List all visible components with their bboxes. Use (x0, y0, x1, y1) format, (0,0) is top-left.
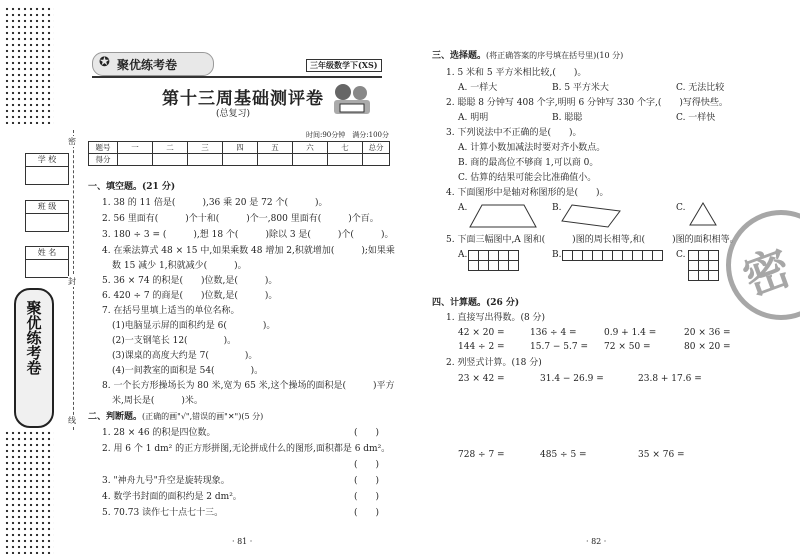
score-header-cell: 二 (153, 142, 188, 154)
vertical-calc-item[interactable]: 728 ÷ 7 = (458, 450, 505, 460)
choice-q3-opt-c[interactable]: C. 估算的结果可能会比准确值小。 (458, 173, 597, 183)
vertical-calc-item[interactable]: 23.8 + 17.6 = (638, 374, 702, 384)
fill-blank-q8-cont: 米,周长是( )米。 (112, 396, 203, 406)
fill-blank-q5: 5. 36 × 74 的积是( )位数,是( )。 (102, 276, 278, 286)
section4-heading: 四、计算题。(26 分) (432, 298, 520, 308)
fill-blank-q7-3: (3)课桌的高度大约是 7( )。 (112, 351, 258, 361)
score-header-cell: 一 (118, 142, 153, 154)
confidential-stamp (726, 210, 800, 320)
fill-blank-q6: 6. 420 ÷ 7 的商是( )位数,是( )。 (102, 291, 278, 301)
score-cell[interactable] (363, 154, 390, 166)
judge-q1: 1. 28 × 46 的积是四位数。 (102, 428, 216, 438)
trapezoid-shape (468, 203, 538, 229)
class-label: 班 级 (26, 201, 68, 214)
oral-calc-item[interactable]: 144 ÷ 2 = (458, 342, 505, 352)
choice-q3-opt-a[interactable]: A. 计算小数加减法时要对齐小数点。 (458, 143, 606, 153)
brand-side-logo (14, 288, 54, 428)
score-cell[interactable] (188, 154, 223, 166)
choice-q3: 3. 下列说法中不正确的是( )。 (446, 128, 582, 138)
seal-mark-feng: 封 (68, 277, 76, 286)
page-title: 第十三周基础测评卷 (162, 89, 324, 109)
section3-heading: 三、选择题。 (432, 51, 487, 61)
fill-blank-q7: 7. 在括号里填上适当的单位名称。 (102, 306, 240, 316)
dot-pattern-top (4, 6, 54, 124)
brand-logo (92, 52, 214, 76)
grade-tag: 三年级数学下(XS) (306, 59, 382, 72)
class-box[interactable] (25, 200, 69, 232)
judge-q4-bracket[interactable]: ( ) (354, 492, 380, 502)
section2-heading-row (88, 411, 263, 423)
choice-q1-opt-b[interactable]: B. 5 平方米大 (552, 83, 609, 93)
score-header-cell: 三 (188, 142, 223, 154)
choice-q1-opt-a[interactable]: A. 一样大 (458, 83, 498, 93)
fill-blank-q7-4: (4)一间教室的面积是 54( )。 (112, 366, 264, 376)
section2-heading: 二、判断题。 (88, 412, 143, 422)
choice-q2-opt-b[interactable]: B. 聪聪 (552, 113, 583, 123)
score-table (88, 141, 390, 166)
school-label: 学 校 (26, 154, 68, 167)
judge-q5: 5. 70.73 读作七十点七十三。 (102, 508, 224, 518)
choice-q4-label-b[interactable]: B. (552, 203, 562, 213)
oral-calc-item[interactable]: 42 × 20 = (458, 328, 505, 338)
judge-q5-bracket[interactable]: ( ) (354, 508, 380, 518)
choice-q2-opt-a[interactable]: A. 明明 (458, 113, 489, 123)
oral-calc-item[interactable]: 15.7 − 5.7 = (530, 342, 589, 352)
fill-blank-q3: 3. 180 ÷ 3 = ( ),想 18 个( )除以 3 是( )个( )。 (102, 230, 394, 240)
judge-q4: 4. 数学书封面的面积约是 2 dm²。 (102, 492, 242, 502)
score-header-cell: 题号 (89, 142, 118, 154)
fill-blank-q4-cont: 数 15 减少 1,积就减少( )。 (112, 261, 247, 271)
name-label: 姓 名 (26, 247, 68, 260)
score-table-header (89, 142, 390, 154)
brand-side-text: 聚优练考卷 (24, 300, 43, 375)
section1-heading: 一、填空题。(21 分) (88, 182, 176, 192)
header-banner (92, 52, 382, 134)
vertical-calc-item[interactable]: 35 × 76 = (638, 450, 685, 460)
vertical-calc-item[interactable]: 31.4 − 26.9 = (540, 374, 604, 384)
trophy-icon: ✪ (99, 55, 110, 70)
score-cell[interactable] (223, 154, 258, 166)
oral-calc-item[interactable]: 136 ÷ 4 = (530, 328, 577, 338)
fill-blank-q4: 4. 在乘法算式 48 × 15 中,如果乘数 48 增加 2,积就增加( );如果乘 (102, 246, 395, 256)
fill-blank-q2: 2. 56 里面有( )个十和( )个一,800 里面有( )个百。 (102, 214, 379, 224)
score-table-row (89, 154, 390, 166)
judge-q2-bracket[interactable]: ( ) (354, 460, 380, 470)
choice-q2: 2. 聪聪 8 分钟写 408 个字,明明 6 分钟写 330 个字,( )写得快些。 (446, 98, 728, 108)
fill-blank-q1: 1. 38 的 11 倍是( ),36 乘 20 是 72 个( )。 (102, 198, 328, 208)
choice-q4-label-c[interactable]: C. (676, 203, 686, 213)
grid-figure-c (688, 250, 719, 281)
choice-q2-opt-c[interactable]: C. 一样快 (676, 113, 716, 123)
judge-q3-bracket[interactable]: ( ) (354, 476, 380, 486)
school-box[interactable] (25, 153, 69, 185)
grid-figure-a (468, 250, 519, 271)
score-header-cell: 六 (293, 142, 328, 154)
score-row-label: 得分 (89, 154, 118, 166)
choice-q5-label-b[interactable]: B. (552, 250, 562, 260)
confidential-stamp-text: 密 (736, 239, 798, 307)
page-number-left: · 81 · (232, 537, 253, 546)
page-subtitle: (总复习) (216, 109, 251, 119)
score-cell[interactable] (293, 154, 328, 166)
fill-blank-q7-1: (1)电脑显示屏的面积约是 6( )。 (112, 321, 276, 331)
reading-kids-icon (328, 80, 376, 120)
name-box[interactable] (25, 246, 69, 278)
score-header-cell: 五 (258, 142, 293, 154)
section3-note: (将正确答案的序号填在括号里)(10 分) (486, 51, 624, 60)
seal-mark-xian: 线 (68, 416, 76, 425)
judge-q3: 3. "神舟九号"升空是旋转现象。 (102, 476, 230, 486)
choice-q5: 5. 下面三幅图中,A 图和( )图的周长相等,和( )图的面积相等。 (446, 235, 739, 245)
score-cell[interactable] (258, 154, 293, 166)
choice-q4-label-a[interactable]: A. (458, 203, 468, 213)
vertical-calc-item[interactable]: 485 ÷ 5 = (540, 450, 587, 460)
oral-calc-item[interactable]: 0.9 + 1.4 = (604, 328, 657, 338)
seal-mark-mi: 密 (68, 137, 76, 146)
fill-blank-q7-2: (2)一支钢笔长 12( )。 (112, 336, 237, 346)
score-cell[interactable] (153, 154, 188, 166)
page-number-right: · 82 · (586, 537, 607, 546)
vertical-calc-item[interactable]: 23 × 42 = (458, 374, 505, 384)
score-header-cell: 总分 (363, 142, 390, 154)
score-cell[interactable] (118, 154, 153, 166)
oral-calc-heading: 1. 直接写出得数。(8 分) (446, 313, 546, 323)
oral-calc-item[interactable]: 20 × 36 = (684, 328, 731, 338)
time-score: 时间:90分钟 满分:100分 (306, 131, 389, 139)
choice-q5-label-a[interactable]: A. (458, 250, 468, 260)
choice-q3-opt-b[interactable]: B. 商的最高位不够商 1,可以商 0。 (458, 158, 599, 168)
parallelogram-shape (560, 203, 622, 229)
dot-pattern-bottom (4, 430, 54, 554)
choice-q4: 4. 下面图形中是轴对称图形的是( )。 (446, 188, 609, 198)
vertical-calc-heading: 2. 列竖式计算。(18 分) (446, 358, 542, 368)
brand-logo-text: 聚优练考卷 (117, 58, 178, 72)
score-header-cell: 四 (223, 142, 258, 154)
choice-q5-label-c[interactable]: C. (676, 250, 686, 260)
score-header-cell: 七 (328, 142, 363, 154)
oral-calc-item[interactable]: 80 × 20 = (684, 342, 731, 352)
fill-blank-q8: 8. 一个长方形操场长为 80 米,宽为 65 米,这个操场的面积是( )平方 (102, 381, 395, 391)
section3-heading-row (432, 50, 623, 62)
score-cell[interactable] (328, 154, 363, 166)
judge-q1-bracket[interactable]: ( ) (354, 428, 380, 438)
choice-q1-opt-c[interactable]: C. 无法比较 (676, 83, 725, 93)
choice-q1: 1. 5 米和 5 平方米相比较,( )。 (446, 68, 587, 78)
header-rule (92, 76, 382, 78)
triangle-shape (688, 201, 718, 227)
section2-note: (正确的画"√",错误的画"✕")(5 分) (142, 412, 264, 421)
judge-q2: 2. 用 6 个 1 dm² 的正方形拼图,无论拼成什么的图形,面积都是 6 dm²。 (102, 444, 391, 454)
mascot-illustration (328, 80, 376, 120)
oral-calc-item[interactable]: 72 × 50 = (604, 342, 651, 352)
grid-figure-b (562, 250, 663, 261)
